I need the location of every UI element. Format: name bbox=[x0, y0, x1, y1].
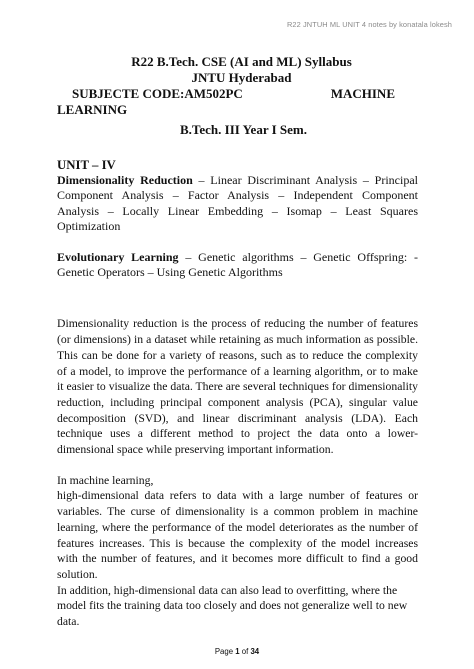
topic-title-dimensionality: Dimensionality Reduction bbox=[57, 173, 193, 187]
topic-list-dimensionality: – Linear Discriminant Analysis – Principal Component Analysis – Factor Analysis – Independent Component Analysis – Locally Linear Embedding – Isomap – Least Squares Optimization bbox=[57, 173, 418, 234]
paragraph-ml-lead: In machine learning, bbox=[57, 473, 154, 487]
subject-line bbox=[57, 86, 418, 102]
of-word: of bbox=[241, 647, 249, 656]
paragraph-overfitting: In addition, high-dimensional data can also lead to overfitting, where the model fits the training data too closely and does not generalize well to new data. bbox=[57, 583, 408, 629]
page-word: Page bbox=[214, 647, 234, 656]
subject-name-part1: MACHINE bbox=[330, 86, 395, 101]
paragraph-high-dimensional: high-dimensional data refers to data with a large number of features or variables. The curse of dimensionality is a common problem in machine learning, where the performance of the model deteriorates as the number of features increases. This is because the complexity of the model increases with the number of features, and it becomes more difficult to find a good solution. bbox=[57, 489, 418, 581]
paragraph-intro: Dimensionality reduction is the process of reducing the number of features (or dimensions) in a dataset while retaining as much information as possible. This can be done for a variety of reasons, such as to reduce the complexity of a model, to improve the performance of a learning algorithm, or to make it easier to visualize the data. There are several techniques for dimensionality reduction, including principal component analysis (PCA), singular value decomposition (SVD), and linear discriminant analysis (LDA). Each technique uses a different method to project the data onto a lower-dimensional space while preserving important information. bbox=[57, 317, 418, 457]
page-footer bbox=[0, 647, 474, 656]
page-number: 1 bbox=[235, 647, 240, 656]
subject-name-part2: LEARNING bbox=[57, 102, 128, 117]
header-note: R22 JNTUH ML UNIT 4 notes by konatala lokesh bbox=[286, 20, 452, 29]
unit-topic-dimensionality bbox=[57, 173, 418, 235]
subject-code: SUBJECTE CODE:AM502PC bbox=[72, 86, 243, 101]
topic-title-evolutionary: Evolutionary Learning bbox=[57, 249, 179, 264]
syllabus-title: R22 B.Tech. CSE (AI and ML) Syllabus bbox=[131, 54, 352, 69]
university-name: JNTU Hyderabad bbox=[191, 70, 292, 85]
total-pages: 34 bbox=[250, 647, 260, 656]
unit-topic-evolutionary bbox=[57, 250, 418, 281]
year-semester: B.Tech. III Year I Sem. bbox=[179, 122, 307, 137]
topic-list-evolutionary: – Genetic algorithms – Genetic Offspring: - Genetic Operators – Using Genetic Algorithms bbox=[57, 249, 418, 280]
document-content bbox=[57, 54, 418, 630]
unit-heading: UNIT – IV bbox=[57, 158, 116, 172]
